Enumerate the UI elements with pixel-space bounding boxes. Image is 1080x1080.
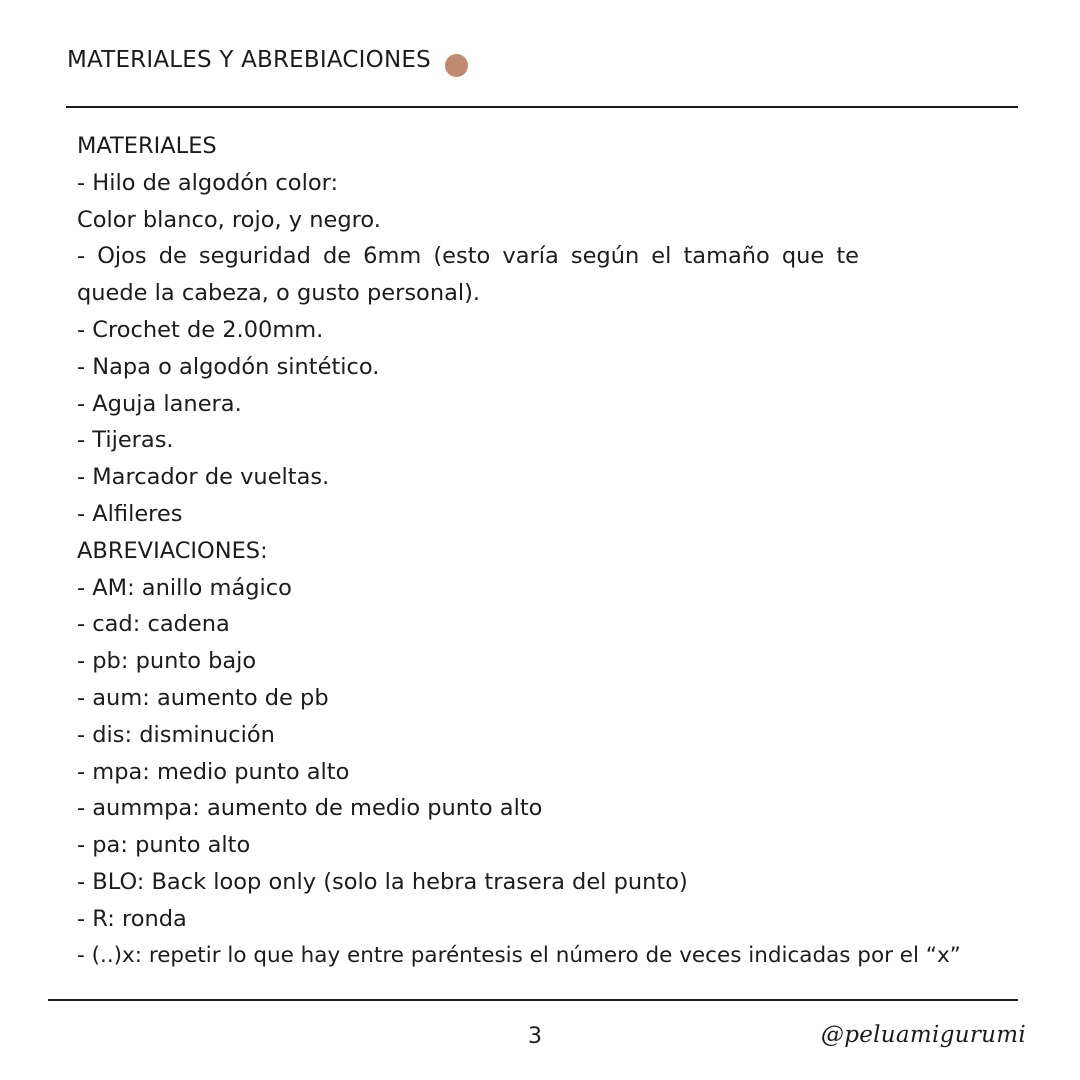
text-line: - (..)x: repetir lo que hay entre paréntesis el número de veces indicadas por el “x” [77, 942, 961, 968]
text-line: - mpa: medio punto alto [77, 758, 350, 785]
text-line: Color blanco, rojo, y negro. [77, 206, 381, 233]
text-line: - Hilo de algodón color: [77, 169, 339, 196]
content-body [77, 128, 977, 974]
section-heading-materiales: MATERIALES [77, 133, 217, 159]
text-line: - Marcador de vueltas. [77, 464, 330, 491]
text-line: - Crochet de 2.00mm. [77, 316, 324, 343]
decorative-dot [445, 54, 468, 77]
text-line: - aum: aumento de pb [77, 684, 329, 711]
text-line: - Napa o algodón sintético. [77, 353, 380, 380]
page-number: 3 [528, 1024, 542, 1049]
text-line: - cad: cadena [77, 611, 230, 638]
text-line: - pa: punto alto [77, 832, 251, 859]
page-title: MATERIALES Y ABREBIACIONES [67, 47, 431, 73]
bottom-divider [48, 999, 1018, 1001]
text-line: - aummpa: aumento de medio punto alto [77, 795, 543, 822]
text-line: - Tijeras. [77, 427, 174, 454]
text-line: - dis: disminución [77, 721, 275, 748]
text-line: - Ojos de seguridad de 6mm (esto varía según el tamaño que te [77, 243, 859, 270]
text-line: - Aguja lanera. [77, 390, 242, 417]
text-line: - AM: anillo mágico [77, 574, 292, 601]
text-line: - R: ronda [77, 905, 187, 932]
top-divider [66, 106, 1018, 108]
text-line: quede la cabeza, o gusto personal). [77, 280, 481, 307]
text-line: - Alfileres [77, 500, 183, 527]
social-handle: @peluamigurumi [820, 1022, 1026, 1048]
text-line: - BLO: Back loop only (solo la hebra trasera del punto) [77, 868, 688, 895]
text-line: - pb: punto bajo [77, 648, 257, 675]
section-heading-abreviaciones: ABREVIACIONES: [77, 537, 268, 564]
